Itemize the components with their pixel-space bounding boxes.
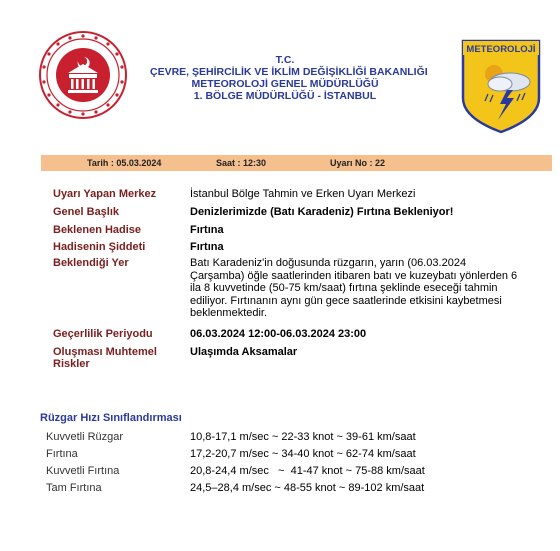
wind-row-desc: 24,5–28,4 m/sec ~ 48-55 knot ~ 89-102 km/saat [190,482,425,494]
wind-row-name: Tam Fırtına [46,482,102,494]
field-value-center: İstanbul Bölge Tahmin ve Erken Uyarı Merkezi [190,188,416,200]
field-label-location: Beklendiği Yer [53,257,129,269]
ministry-seal-logo [38,30,128,120]
warning-info-bar [41,155,552,171]
field-value-severity: Fırtına [190,241,224,253]
wind-row-name: Kuvvetli Rüzgar [46,431,124,443]
header-line-tc: T.C. [275,54,295,66]
organization-header [150,54,428,102]
warning-number: Uyarı No : 22 [330,158,386,168]
field-label-event: Beklenen Hadise [53,224,142,236]
warning-time: Saat : 12:30 [216,158,267,168]
wind-row-name: Fırtına [46,448,78,460]
field-label-center: Uyarı Yapan Merkez [53,188,157,200]
wind-row-name: Kuvvetli Fırtına [46,465,120,477]
header-line-region: 1. BÖLGE MÜDÜRLÜĞÜ - İSTANBUL [193,90,377,102]
field-label-severity: Hadisenin Şiddeti [53,241,146,253]
field-label-title: Genel Başlık [53,206,120,218]
field-value-location: Batı Karadeniz'in doğusunda rüzgarın, yarın (06.03.2024 Çarşamba) öğle saatlerinden itibaren batı ve kuzeybatı yönlerden 6 ila 8 kuvvetinde (50-75 km/saat) fırtına şeklinde eseceği tahmin ediliyor. Fırtınanın aynı gün gece saatlerinde etkisini kaybetmesi beklenmektedir. [190,257,518,319]
meteoroloji-logo [460,38,542,134]
header-line-ministry: ÇEVRE, ŞEHİRCİLİK VE İKLİM DEĞİŞİKLİĞİ BAKANLIĞI [150,66,428,78]
field-value-risks: Ulaşımda Aksamalar [190,346,298,358]
field-value-title: Denizlerimizde (Batı Karadeniz) Fırtına Bekleniyor! [190,206,454,218]
field-value-event: Fırtına [190,224,224,236]
field-value-validity: 06.03.2024 12:00-06.03.2024 23:00 [190,328,367,340]
field-label-validity: Geçerlilik Periyodu [53,328,153,340]
meteoroloji-logo-text: METEOROLOJİ [466,44,536,55]
wind-row-desc: 20,8-24,4 m/sec ~ 41-47 knot ~ 75-88 km/saat [190,465,425,477]
wind-classification-title: Rüzgar Hızı Sınıflandırması [40,412,182,424]
wind-row-desc: 17,2-20,7 m/sec ~ 34-40 knot ~ 62-74 km/saat [190,448,416,460]
header-line-directorate: METEOROLOJİ GENEL MÜDÜRLÜĞÜ [191,78,379,90]
wind-row-desc: 10,8-17,1 m/sec ~ 22-33 knot ~ 39-61 km/saat [190,431,416,443]
warning-date: Tarih : 05.03.2024 [87,158,162,168]
field-label-risks: Oluşması Muhtemel Riskler [53,346,157,370]
